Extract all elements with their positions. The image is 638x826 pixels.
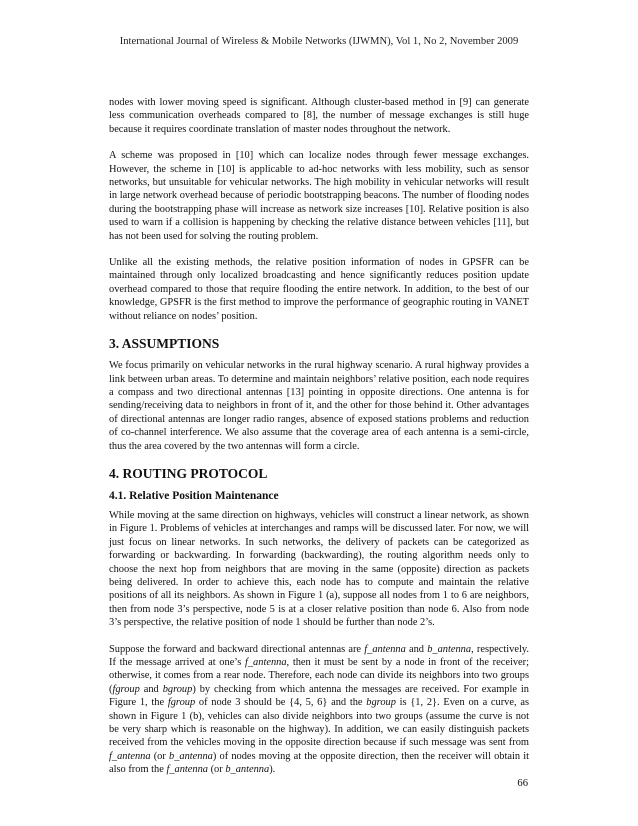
section-4-heading (109, 466, 529, 482)
subsection-4-1-heading: 4.1. Relative Position Maintenance (109, 489, 279, 502)
section-4-paragraph-1: While moving at the same direction on highways, vehicles will construct a linear network, as shown in Figure 1. Problems of vehicles at interchanges and ramps will be discussed later. For now, we will just focus on linear networks. In such networks, the delivery of packets can be categorized as forwarding or backwarding. In forwarding (backwarding), the routing algorithm needs only to choose the next hop from neighbors that are moving in the same (opposite) direction as packets being delivered. In order to achieve this, each node has to compute and maintain the relative positions of all its neighbors. As shown in Figure 1 (a), suppose all nodes from 1 to 6 are neighbors, then from node 3’s perspective, node 5 is at a closer relative position than node 6. Also from node 3’s perspective, the relative position of node 1 should be further than node 2’s. (109, 509, 529, 629)
section-4-title-initial-2: P (190, 465, 199, 481)
section-3-title-rest: SSUMPTIONS (131, 336, 220, 352)
section-3-paragraph: We focus primarily on vehicular networks in the rural highway scenario. A rural highway provides a link between urban areas. To determine and maintain neighbors’ relative position, each node requires a compass and two directional antennas [13] pointing in opposite directions. One antenna is for sending/receiving data to neighbors in front of it, and the other for those behind it. Other advantages of directional antennas are longer radio ranges, absence of exposed stations problems and reduction of co-channel interference. We also assume that the coverage area of each antenna is a semi-circle, thus the area covered by the two antennas will form a circle. (109, 360, 529, 452)
section-3-title-initial: A (121, 336, 132, 352)
section-4-paragraph-2: Suppose the forward and backward directional antennas are f_antenna and b_antenna, respectively. If the message arrived at one’s f_antenna, then it must be sent by a node in front of the receiver; otherwise, it comes from a rear node. Therefore, each node can divide its neighbors into two groups (fgroup and bgroup) by checking from which antenna the messages are received. For example in Figure 1, the fgroup of node 3 should be {4, 5, 6} and the bgroup is {1, 2}. Even on a curve, as shown in Figure 1 (b), vehicles can also divide neighbors into two groups (assume the curve is not be very sharp which is reasonable on the highway). In addition, we can easily distinguish packets received from the vehicles moving in the opposite direction because if such message was sent from f_antenna (or b_antenna) of nodes moving at the opposite direction, then the receiver will obtain it also from the f_antenna (or b_antenna). (109, 643, 529, 776)
section-3-heading (109, 336, 529, 352)
body-text (109, 96, 529, 790)
running-head: International Journal of Wireless & Mobile Networks (IJWMN), Vol 1, No 2, November 2009 (119, 36, 519, 47)
intro-paragraph-1: nodes with lower moving speed is significant. Although cluster-based method in [9] can generate less communication overheads compared to [8], the number of message exchanges is still huge because it requires coordinate translation of master nodes throughout the network. (109, 97, 529, 135)
intro-paragraph-3: Unlike all the existing methods, the relative position information of nodes in GPSFR can be maintained through only localized broadcasting and hence significantly reduces position update overhead compared to those that require flooding the entire network. In addition, to the best of our knowledge, GPSFR is the first method to improve the performance of geographic routing in VANET without reliance on nodes’ position. (109, 257, 529, 322)
section-4-title-rest-2: ROTOCOL (198, 465, 268, 481)
section-3-number: 3. (109, 336, 120, 352)
page-number: 66 (517, 778, 528, 789)
section-4-title-rest-1: OUTING (132, 465, 188, 481)
section-4-title-initial-1: R (122, 465, 133, 481)
intro-paragraph-2: A scheme was proposed in [10] which can localize nodes through fewer message exchanges. However, the scheme in [10] is applicable to ad-hoc networks with less mobility, such as sensor networks, but unsuitable for vehicular networks. The high mobility in vehicular networks will result in large network overhead because of periodic bootstrapping beacons. The number of flooding nodes during the bootstrapping phase will increase as network size increases [10]. Relative position is also used to warn if a collision is happening by checking the relative distance between vehicles [11], but has not been used for solving the routing problem. (109, 150, 529, 242)
section-4-number: 4. (109, 465, 120, 481)
